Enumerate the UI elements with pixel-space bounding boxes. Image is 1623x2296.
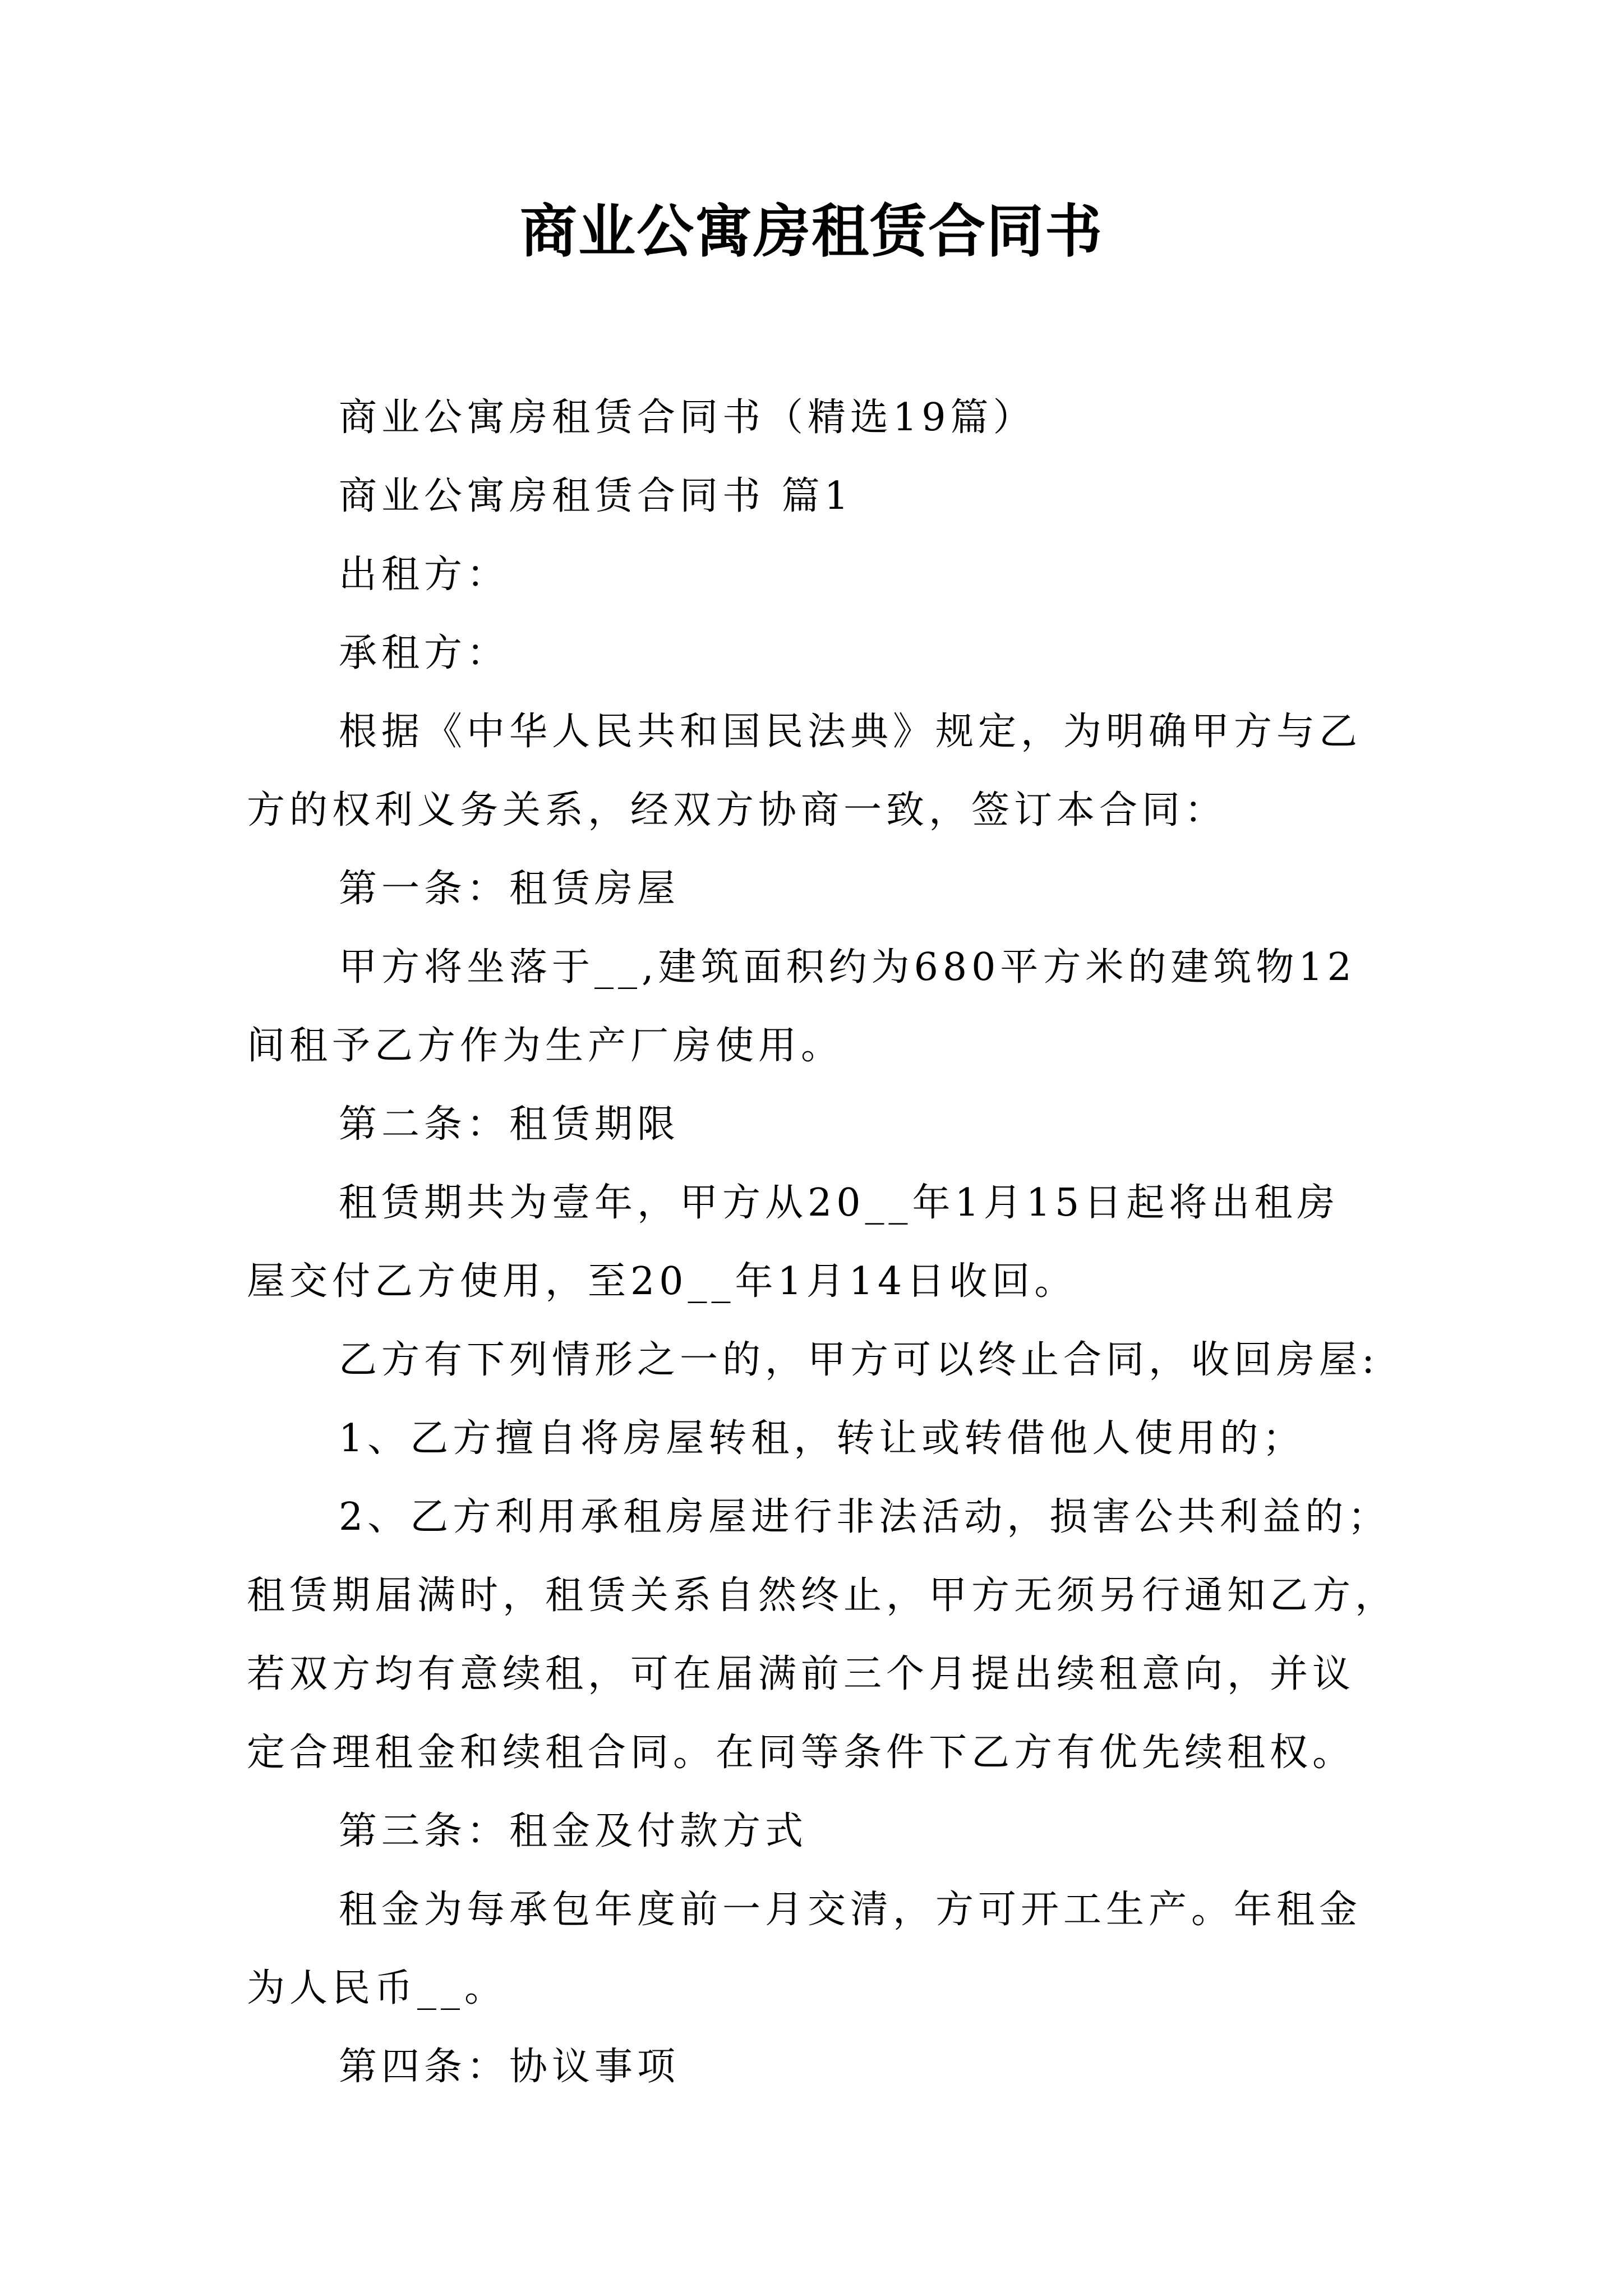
- paragraph-line: 屋交付乙方使用，至20__年1月14日收回。: [247, 1259, 1077, 1304]
- paragraph-line: 租金为每承包年度前一月交清，方可开工生产。年租金: [339, 1888, 1362, 1932]
- paragraph-line: 若双方均有意续租，可在届满前三个月提出续租意向，并议: [247, 1652, 1355, 1696]
- paragraph-line: 出租方：: [339, 553, 510, 597]
- paragraph-line: 第三条：租金及付款方式: [339, 1809, 808, 1853]
- paragraph-line: 为人民币__。: [247, 1966, 508, 2010]
- paragraph-line: 租赁期共为壹年，甲方从20__年1月15日起将出租房: [339, 1181, 1340, 1225]
- paragraph-line: 第一条：租赁房屋: [339, 867, 680, 911]
- paragraph-line: 间租予乙方作为生产厂房使用。: [247, 1024, 844, 1068]
- paragraph-line: 商业公寓房租赁合同书 篇1: [339, 474, 853, 518]
- paragraph-line: 方的权利义务关系，经双方协商一致，签订本合同：: [247, 788, 1228, 832]
- paragraph-line: 根据《中华人民共和国民法典》规定，为明确甲方与乙: [339, 710, 1362, 754]
- document-title: 商业公寓房租赁合同书: [520, 198, 1103, 265]
- paragraph-line: 甲方将坐落于__,建筑面积约为680平方米的建筑物12: [339, 945, 1356, 990]
- paragraph-line: 租赁期届满时，租赁关系自然终止，甲方无须另行通知乙方，: [247, 1573, 1398, 1618]
- paragraph-line: 乙方有下列情形之一的，甲方可以终止合同，收回房屋:: [339, 1338, 1379, 1382]
- paragraph-line: 1、乙方擅自将房屋转租，转让或转借他人使用的；: [339, 1416, 1306, 1461]
- paragraph-line: 第四条：协议事项: [339, 2045, 680, 2089]
- paragraph-line: 商业公寓房租赁合同书（精选19篇）: [339, 395, 1036, 440]
- paragraph-line: 承租方：: [339, 631, 510, 675]
- paragraph-line: 2、乙方利用承租房屋进行非法活动，损害公共利益的；: [339, 1495, 1391, 1539]
- paragraph-line: 定合理租金和续租合同。在同等条件下乙方有优先续租权。: [247, 1731, 1355, 1775]
- paragraph-line: 第二条：租赁期限: [339, 1102, 680, 1147]
